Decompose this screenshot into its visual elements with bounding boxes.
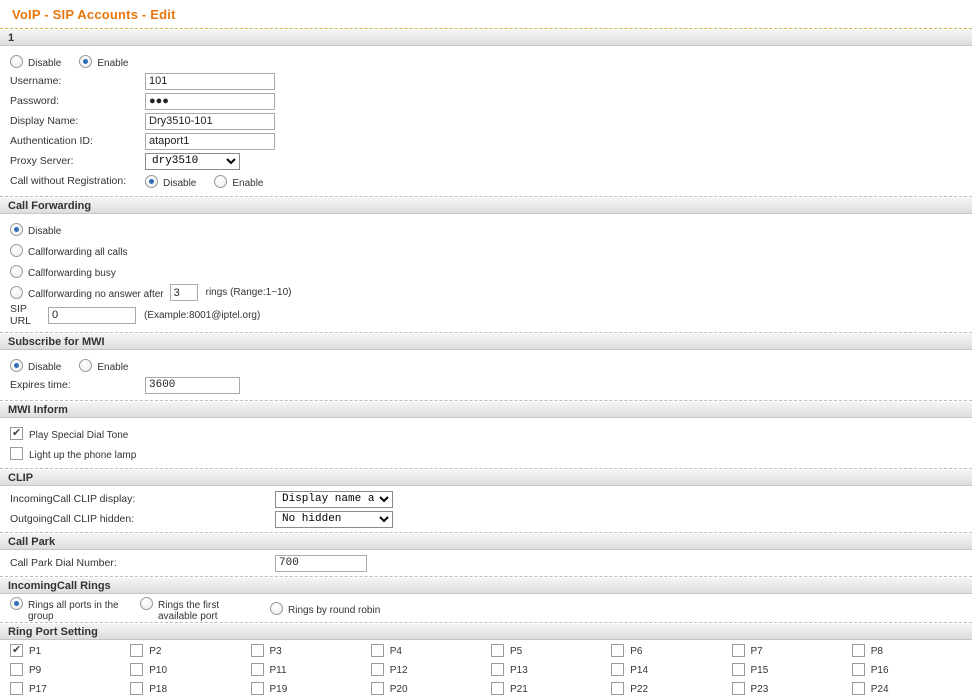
- port-checkbox-p4[interactable]: [371, 644, 384, 657]
- port-label: P12: [389, 665, 408, 676]
- call-forwarding-all-label: Callforwarding all calls: [28, 247, 128, 258]
- port-checkbox-p3[interactable]: [251, 644, 264, 657]
- port-label: P14: [630, 665, 649, 676]
- incoming-clip-select[interactable]: [275, 491, 393, 508]
- call-park-dial-number-row: [0, 553, 972, 573]
- port-label: P9: [29, 665, 42, 676]
- port-item[interactable]: [852, 644, 972, 657]
- port-checkbox-p8[interactable]: [852, 644, 865, 657]
- port-checkbox-p9[interactable]: [10, 663, 23, 676]
- call-forwarding-no-answer-row: [0, 282, 972, 303]
- rings-all-ports-option[interactable]: [10, 597, 140, 622]
- port-item[interactable]: [130, 663, 250, 676]
- port-item[interactable]: [611, 644, 731, 657]
- port-label: P13: [510, 665, 528, 676]
- port-item[interactable]: [371, 663, 491, 676]
- sip-url-row: [0, 303, 972, 327]
- subscribe-mwi-header: Subscribe for MWI: [0, 333, 972, 350]
- port-label: P15: [750, 665, 769, 676]
- port-checkbox-p12[interactable]: [371, 663, 384, 676]
- mwi-enable-label: Enable: [97, 361, 129, 373]
- port-checkbox-p11[interactable]: [251, 663, 264, 676]
- port-checkbox-p20[interactable]: [371, 682, 384, 695]
- port-item[interactable]: [371, 682, 491, 695]
- port-item[interactable]: [611, 682, 731, 695]
- call-forwarding-disable-row: [0, 219, 972, 240]
- port-checkbox-p17[interactable]: [10, 682, 23, 695]
- password-input[interactable]: [145, 93, 275, 110]
- port-label: P11: [269, 665, 287, 676]
- port-checkbox-p5[interactable]: [491, 644, 504, 657]
- port-checkbox-p2[interactable]: [130, 644, 143, 657]
- port-label: P21: [510, 684, 528, 695]
- port-item[interactable]: [852, 663, 972, 676]
- call-forwarding-busy-option[interactable]: [10, 265, 134, 278]
- port-checkbox-p6[interactable]: [611, 644, 624, 657]
- port-checkbox-p10[interactable]: [130, 663, 143, 676]
- call-forwarding-disable-radio[interactable]: [10, 223, 23, 236]
- port-label: P22: [630, 684, 649, 695]
- call-without-registration-row: [0, 171, 972, 191]
- username-label: Username:: [10, 75, 62, 87]
- account-state-row: [0, 51, 972, 71]
- port-label: P1: [29, 646, 42, 657]
- mwi-state-row: [0, 355, 972, 375]
- group-number: 1: [8, 32, 15, 44]
- sip-url-label: SIP URL: [10, 303, 32, 327]
- port-item[interactable]: [491, 663, 611, 676]
- call-without-registration-disable-option[interactable]: [145, 175, 214, 188]
- port-label: P20: [389, 684, 408, 695]
- mwi-inform-header: MWI Inform: [0, 401, 972, 418]
- call-without-registration-label: Call without Registration:: [10, 175, 127, 187]
- call-park-dial-number-input[interactable]: [275, 555, 367, 572]
- ring-port-setting-header: Ring Port Setting: [0, 623, 972, 640]
- port-item[interactable]: [491, 682, 611, 695]
- call-without-registration-disable-label: Disable: [163, 177, 197, 189]
- port-label: P16: [870, 665, 889, 676]
- page-title-bar: [0, 0, 972, 29]
- outgoing-clip-select[interactable]: [275, 511, 393, 528]
- port-label: P5: [510, 646, 523, 657]
- mwi-enable-option[interactable]: [79, 359, 146, 372]
- play-special-dial-tone-label: Play Special Dial Tone: [29, 429, 129, 441]
- port-checkbox-p14[interactable]: [611, 663, 624, 676]
- ring-port-grid: [0, 640, 972, 697]
- mwi-disable-radio[interactable]: [10, 359, 23, 372]
- account-state-enable-option[interactable]: [79, 55, 146, 68]
- proxy-server-row: [0, 151, 972, 171]
- call-park-section: [0, 550, 972, 577]
- port-label: P10: [149, 665, 168, 676]
- account-state-disable-label: Disable: [28, 57, 62, 69]
- account-state-disable-radio[interactable]: [10, 55, 23, 68]
- port-item[interactable]: [130, 644, 250, 657]
- port-item[interactable]: [251, 644, 371, 657]
- call-forwarding-busy-row: [0, 261, 972, 282]
- port-item[interactable]: [251, 682, 371, 695]
- account-state-disable-option[interactable]: [10, 55, 79, 68]
- light-up-phone-lamp-option[interactable]: [10, 447, 154, 460]
- display-name-input[interactable]: [145, 113, 275, 130]
- call-forwarding-busy-radio[interactable]: [10, 265, 23, 278]
- page-title: VoIP - SIP Accounts - Edit: [12, 6, 176, 22]
- mwi-disable-option[interactable]: [10, 359, 79, 372]
- play-special-dial-tone-option[interactable]: [10, 427, 146, 440]
- proxy-server-label: Proxy Server:: [10, 155, 74, 167]
- port-label: P4: [389, 646, 402, 657]
- call-forwarding-all-radio[interactable]: [10, 244, 23, 257]
- incoming-clip-label: IncomingCall CLIP display:: [10, 493, 136, 505]
- port-label: P7: [750, 646, 763, 657]
- port-label: P8: [870, 646, 883, 657]
- clip-header: CLIP: [0, 469, 972, 486]
- light-up-phone-lamp-row: [0, 443, 972, 463]
- mwi-enable-radio[interactable]: [79, 359, 92, 372]
- port-label: P2: [149, 646, 162, 657]
- port-item[interactable]: [611, 663, 731, 676]
- play-special-dial-tone-checkbox[interactable]: [10, 427, 23, 440]
- incoming-call-rings-header: IncomingCall Rings: [0, 577, 972, 594]
- account-state-enable-radio[interactable]: [79, 55, 92, 68]
- call-without-registration-enable-label: Enable: [232, 177, 264, 189]
- authentication-id-label: Authentication ID:: [10, 135, 93, 147]
- rings-round-robin-label: Rings by round robin: [288, 604, 381, 616]
- no-answer-rings-input[interactable]: [170, 284, 198, 301]
- port-label: P23: [750, 684, 769, 695]
- call-forwarding-disable-option[interactable]: [10, 223, 79, 236]
- port-checkbox-p22[interactable]: [611, 682, 624, 695]
- call-park-header: Call Park: [0, 533, 972, 550]
- port-item[interactable]: [852, 682, 972, 695]
- incoming-clip-row: [0, 489, 972, 509]
- password-row: [0, 91, 972, 111]
- subscribe-mwi-section: [0, 350, 972, 401]
- outgoing-clip-row: [0, 509, 972, 529]
- port-label: P3: [269, 646, 282, 657]
- call-park-dial-number-label: Call Park Dial Number:: [10, 557, 117, 569]
- call-forwarding-no-answer-option[interactable]: [10, 286, 170, 299]
- port-item[interactable]: [491, 644, 611, 657]
- call-without-registration-enable-radio[interactable]: [214, 175, 227, 188]
- port-checkbox-p19[interactable]: [251, 682, 264, 695]
- port-checkbox-p16[interactable]: [852, 663, 865, 676]
- username-input[interactable]: [145, 73, 275, 90]
- rings-first-available-option[interactable]: [140, 597, 270, 622]
- call-forwarding-section: [0, 214, 972, 333]
- authentication-id-input[interactable]: [145, 133, 275, 150]
- group-header: [0, 29, 972, 46]
- display-name-row: [0, 111, 972, 131]
- port-item[interactable]: [732, 644, 852, 657]
- port-label: P18: [149, 684, 168, 695]
- incoming-call-rings-section: [0, 594, 972, 623]
- call-forwarding-no-answer-label: Callforwarding no answer after: [28, 289, 164, 300]
- port-item[interactable]: [130, 682, 250, 695]
- proxy-server-select[interactable]: [145, 153, 240, 170]
- port-checkbox-p21[interactable]: [491, 682, 504, 695]
- sip-url-input[interactable]: [48, 307, 136, 324]
- port-item[interactable]: [10, 663, 130, 676]
- mwi-inform-section: [0, 418, 972, 469]
- call-forwarding-all-option[interactable]: [10, 244, 145, 257]
- authentication-id-row: [0, 131, 972, 151]
- password-label: Password:: [10, 95, 60, 107]
- mwi-expires-input[interactable]: [145, 377, 240, 394]
- light-up-phone-lamp-label: Light up the phone lamp: [29, 449, 137, 461]
- call-forwarding-header: Call Forwarding: [0, 197, 972, 214]
- call-without-registration-disable-radio[interactable]: [145, 175, 158, 188]
- rings-all-ports-radio[interactable]: [10, 597, 23, 610]
- call-forwarding-no-answer-radio[interactable]: [10, 286, 23, 299]
- rings-round-robin-radio[interactable]: [270, 602, 283, 615]
- outgoing-clip-label: OutgoingCall CLIP hidden:: [10, 513, 135, 525]
- port-label: P19: [269, 684, 288, 695]
- port-checkbox-p15[interactable]: [732, 663, 745, 676]
- clip-section: [0, 486, 972, 533]
- call-forwarding-disable-label: Disable: [28, 226, 62, 237]
- port-item[interactable]: [732, 663, 852, 676]
- call-forwarding-all-row: [0, 240, 972, 261]
- port-label: P17: [29, 684, 47, 695]
- display-name-label: Display Name:: [10, 115, 79, 127]
- rings-first-available-radio[interactable]: [140, 597, 153, 610]
- mwi-disable-label: Disable: [28, 361, 62, 373]
- call-without-registration-enable-option[interactable]: [214, 175, 281, 188]
- port-item[interactable]: [371, 644, 491, 657]
- port-label: P24: [870, 684, 889, 695]
- call-forwarding-busy-label: Callforwarding busy: [28, 268, 116, 279]
- mwi-expires-label: Expires time:: [10, 379, 71, 391]
- port-item[interactable]: [732, 682, 852, 695]
- port-checkbox-p13[interactable]: [491, 663, 504, 676]
- mwi-expires-row: [0, 375, 972, 395]
- account-state-enable-label: Enable: [97, 57, 129, 69]
- port-checkbox-p1[interactable]: [10, 644, 23, 657]
- port-item[interactable]: [10, 644, 130, 657]
- port-item[interactable]: [251, 663, 371, 676]
- play-special-dial-tone-row: [0, 423, 972, 443]
- incoming-call-rings-row: [0, 597, 972, 622]
- port-label: P6: [630, 646, 643, 657]
- light-up-phone-lamp-checkbox[interactable]: [10, 447, 23, 460]
- port-checkbox-p7[interactable]: [732, 644, 745, 657]
- rings-round-robin-option[interactable]: [270, 602, 398, 615]
- account-section: [0, 46, 972, 197]
- username-row: [0, 71, 972, 91]
- rings-first-available-label: Rings the first available port: [158, 600, 220, 622]
- port-checkbox-p24[interactable]: [852, 682, 865, 695]
- port-checkbox-p18[interactable]: [130, 682, 143, 695]
- port-checkbox-p23[interactable]: [732, 682, 745, 695]
- rings-all-ports-label: Rings all ports in the group: [28, 600, 119, 622]
- rings-range-note: rings (Range:1~10): [205, 287, 292, 298]
- port-item[interactable]: [10, 682, 130, 695]
- sip-url-note: (Example:8001@iptel.org): [144, 309, 261, 321]
